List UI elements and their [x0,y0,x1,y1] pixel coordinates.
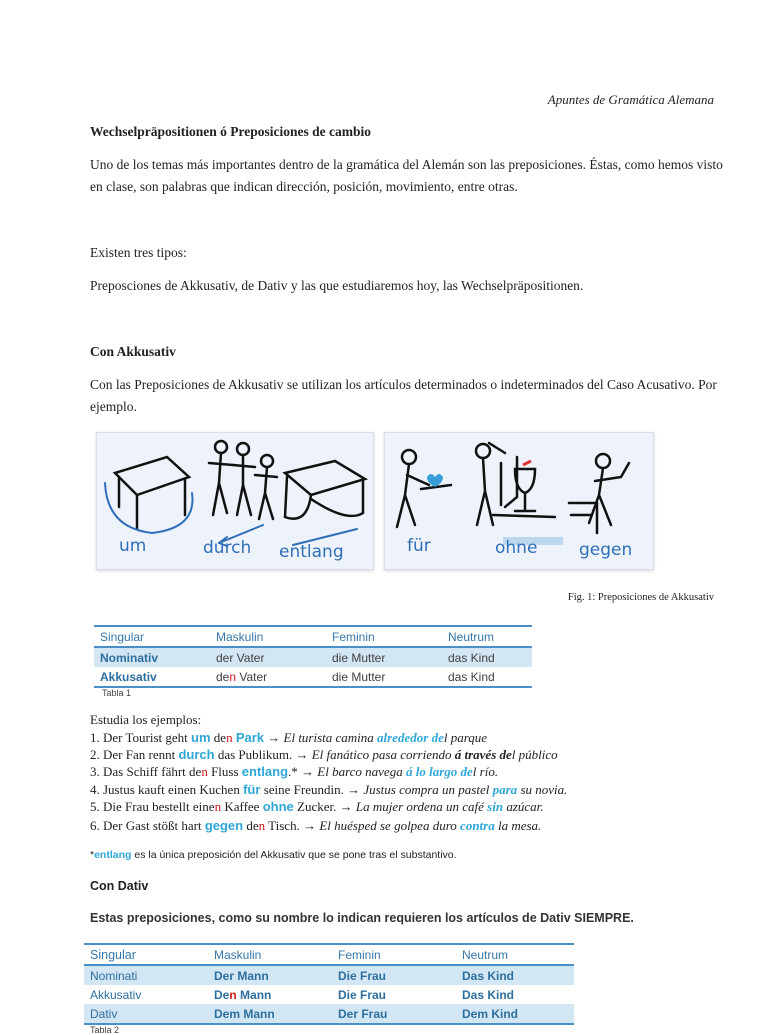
cell: das Kind [442,647,532,667]
table-akkusativ [94,625,532,698]
cell-highlight: n [229,987,237,1002]
akkusativ-heading: Con Akkusativ [90,344,176,359]
cell: Die Frau [338,987,387,1002]
label-gegen: gegen [579,540,633,560]
row-label-akkusativ: Akkusativ [94,667,210,687]
types-intro: Existen tres tipos: [90,245,187,260]
example-1: 1. Der Tourist geht um den Park → El turista camina alrededor del parque [90,730,488,745]
cell [210,667,326,687]
prepositions-illustration-left [97,433,373,569]
cell-part: de [216,669,230,684]
table-caption: Tabla 1 [102,688,132,698]
row-label-akkusativ: Akkusativ [90,987,142,1002]
document-title: Wechselpräpositionen ó Preposiciones de cambio [90,124,372,139]
cell-part: Vater [236,669,268,684]
cell: Das Kind [456,965,574,985]
cell: Das Kind [462,987,515,1002]
cell: das Kind [442,667,532,687]
types-line: Preposciones de Akkusativ, de Dativ y las que estudiaremos hoy, las Wechselpräpositionen. [90,278,584,293]
table-header-singular: Singular [84,944,208,965]
dativ-paragraph: Estas preposiciones, como su nombre lo indican requieren los artículos de Dativ SIEMPRE. [90,911,634,925]
cell: der Vater [210,647,326,667]
table-header-maskulin: Maskulin [210,626,326,647]
label-fur: für [407,536,431,556]
row-label-nominativ: Nominativ [94,647,210,667]
cell: Der Frau [332,1004,456,1024]
example-6: 6. Der Gast stößt hart gegen den Tisch. → El huésped se golpea duro contra la mesa. [90,818,542,833]
table-header-neutrum: Neutrum [442,626,532,647]
cell: die Mutter [326,667,442,687]
table-header-feminin: Feminin [326,626,442,647]
example-2: 2. Der Fan rennt durch das Publikum. → El fanático pasa corriendo á través del público [90,747,558,762]
document-header: Apuntes de Gramática Alemana [547,92,714,107]
row-label-dativ: Dativ [84,1004,208,1024]
examples-intro: Estudia los ejemplos: [90,712,202,727]
entlang-note: *entlang es la única preposición del Akkusativ que se pone tras el substantivo. [90,849,457,861]
prepositions-illustration-right [385,433,653,569]
cell-highlight: n [229,669,237,684]
figure-caption: Fig. 1: Preposiciones de Akkusativ [567,592,714,603]
label-entlang: entlang [279,542,344,562]
cell-part: De [214,987,230,1002]
figure-panel-left [96,432,374,570]
label-ohne: ohne [495,538,538,558]
cell-part: Mann [236,987,272,1002]
table-header-maskulin: Maskulin [208,944,332,965]
akkusativ-paragraph: Con las Preposiciones de Akkusativ se utilizan los artículos determinados o indeterminados del Caso Acusativo. Por ejemplo. [90,377,717,414]
cell: Dem Kind [456,1004,574,1024]
example-5: 5. Die Frau bestellt einen Kaffee ohne Zucker. → La mujer ordena un café sin azúcar. [90,799,544,814]
example-3: 3. Das Schiff fährt den Fluss entlang.* → El barco navega á lo largo del río. [90,764,499,779]
row-label-nominativ: Nominati [84,965,208,985]
example-4: 4. Justus kauft einen Kuchen für seine Freundin. → Justus compra un pastel para su novia. [90,782,568,797]
label-um: um [119,536,147,556]
table-header-singular: Singular [94,626,210,647]
table-header-feminin: Feminin [332,944,456,965]
cell: die Mutter [326,647,442,667]
label-durch: durch [203,538,252,558]
table-dativ [84,943,574,1035]
cell [208,985,332,1004]
cell: Der Mann [208,965,332,985]
cell: Dem Mann [208,1004,332,1024]
table-header-neutrum: Neutrum [456,944,574,965]
cell: Die Frau [332,965,456,985]
table-caption: Tabla 2 [90,1025,120,1035]
dativ-heading: Con Dativ [90,879,149,893]
figure-panel-right [384,432,654,570]
intro-paragraph: Uno de los temas más importantes dentro de la gramática del Alemán son las preposiciones. Éstas, como hemos visto en clase, son palabras que indican dirección, posición, movimiento, entre otras. [90,157,723,194]
